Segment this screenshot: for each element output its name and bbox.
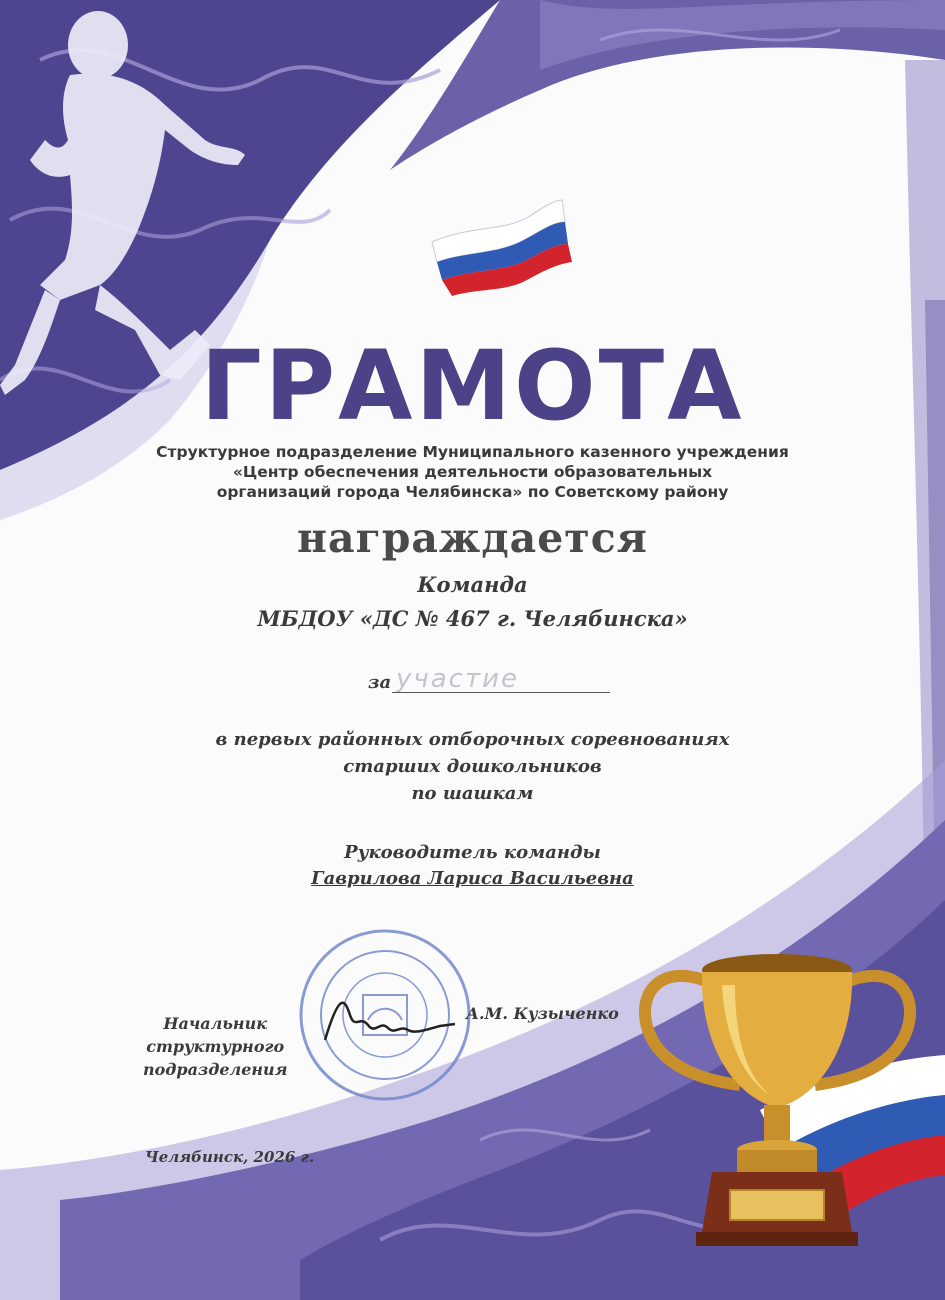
for-label: за xyxy=(368,672,392,693)
for-value: участие xyxy=(396,664,520,694)
signatory-role-line: подразделения xyxy=(143,1060,288,1079)
organization-line: Структурное подразделение Муниципального казенного учреждения xyxy=(156,443,789,461)
awarded-heading: награждается xyxy=(297,514,648,562)
signatory-name: А.М. Кузыченко xyxy=(466,1004,619,1023)
signatory-role xyxy=(143,1012,287,1081)
team-label: Команда xyxy=(417,572,528,597)
competition-line: в первых районных отборочных соревнованиях xyxy=(215,729,730,750)
leader-name xyxy=(0,868,945,889)
signatory-role-line: структурного xyxy=(146,1037,285,1056)
flag-icon xyxy=(432,200,572,296)
city-year: Челябинск, 2026 г. xyxy=(145,1148,315,1166)
competition-description xyxy=(0,726,945,807)
certificate-title: ГРАМОТА xyxy=(200,330,745,442)
leader-name-text: Гаврилова Лариса Васильевна xyxy=(311,868,634,889)
organization-line: организаций города Челябинска» по Советскому району xyxy=(216,483,729,501)
signatory-role-line: Начальник xyxy=(163,1014,268,1033)
organization-line: «Центр обеспечения деятельности образовательных xyxy=(232,463,713,481)
for-underline xyxy=(392,692,610,693)
competition-line: старших дошкольников xyxy=(343,756,602,777)
competition-line: по шашкам xyxy=(411,783,534,804)
official-stamp xyxy=(301,931,469,1099)
leader-role: Руководитель команды xyxy=(344,842,601,863)
organization-name xyxy=(0,442,945,502)
team-name: МБДОУ «ДС № 467 г. Челябинска» xyxy=(257,606,688,631)
